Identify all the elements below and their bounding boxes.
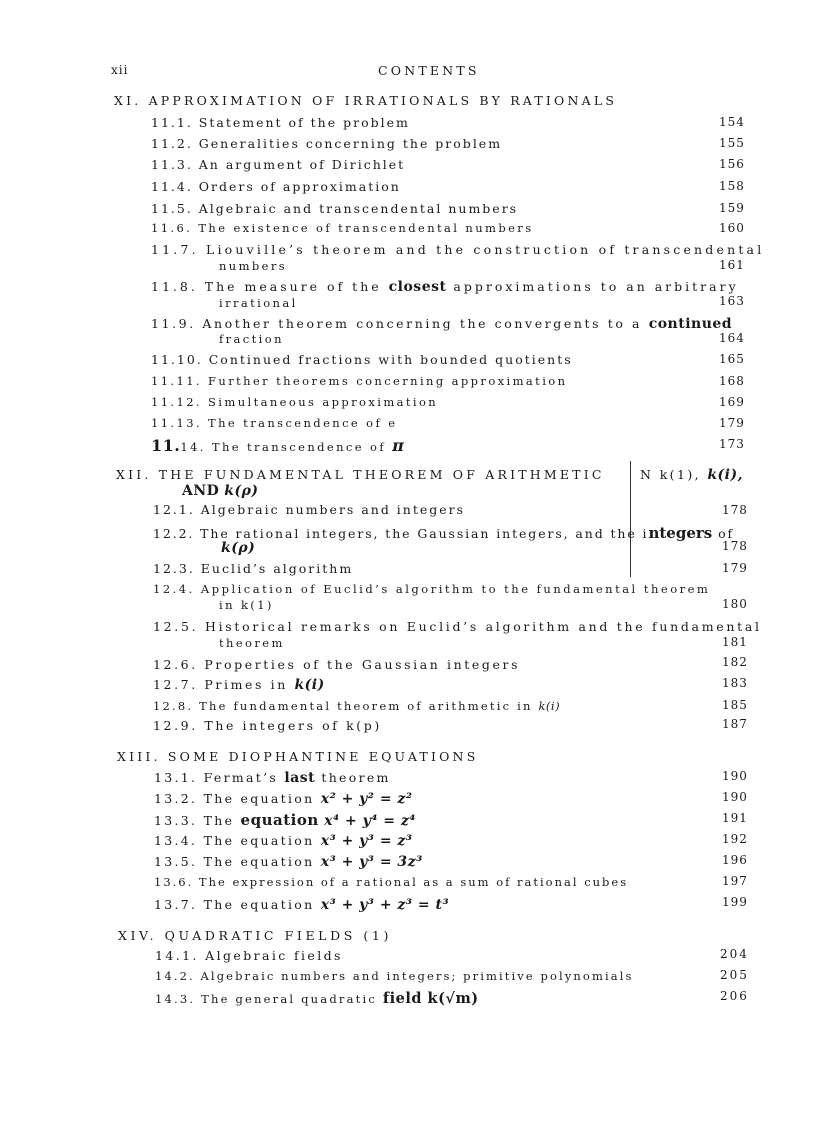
toc-page: 190 [722,790,748,804]
toc-entry [151,436,404,455]
toc-entry: 11.5. Algebraic and transcendental numbers [151,201,519,216]
toc-entry: 11.7. Liouville’s theorem and the construction of transcendental [151,242,765,257]
toc-page: 190 [722,769,748,783]
toc-page: 165 [719,352,745,366]
toc-entry [153,699,560,713]
toc-entry-part: equation [240,811,319,829]
toc-entry [154,854,423,870]
toc-entry-continuation: k(ρ) [221,540,256,556]
toc-entry-part: 13.3. The [154,813,241,828]
toc-page: 155 [719,136,745,150]
toc-page: 178 [722,539,748,553]
equation: x² + y² = z² [320,791,413,807]
toc-entry-continuation: fraction [219,332,284,346]
toc-page: 206 [720,989,749,1003]
toc-entry: 12.6. Properties of the Gaussian integers [153,657,521,672]
toc-page: 161 [719,258,745,272]
toc-page: 199 [722,895,748,909]
column-rule [630,461,631,577]
toc-entry-part: 13.4. The equation [154,833,321,848]
toc-entry: 11.6. The existence of transcendental numbers [151,221,534,235]
toc-page: 158 [719,179,745,193]
toc-entry-part: 13.7. The equation [154,897,321,912]
toc-page: 183 [722,676,748,690]
toc-entry: 11.3. An argument of Dirichlet [151,157,406,172]
toc-page: 160 [719,221,745,235]
toc-entry: 14.2. Algebraic numbers and integers; primitive polynomials [155,969,634,983]
toc-entry-part: k(i) [294,677,325,693]
toc-entry-part: N k(1), [640,467,701,482]
toc-entry: 12.3. Euclid’s algorithm [153,561,354,576]
chapter-heading-xii-continued [640,467,743,483]
equation: x⁴ + y⁴ = z⁴ [318,813,416,829]
toc-entry [154,833,413,849]
toc-entry-part: 11. [151,436,181,455]
toc-entry-part: approximations to an arbitrary [446,279,739,294]
toc-entry-part: 12.2. The rational integers, the Gaussian integers, and the i [153,526,649,541]
toc-entry-part: field k(√m) [382,990,479,1007]
equation: x³ + y³ + z³ = t³ [320,897,450,913]
toc-page: 181 [722,635,748,649]
toc-entry-part: 14. The transcendence of [180,440,393,454]
toc-page: 197 [722,874,748,888]
toc-entry-part: last [284,770,316,786]
toc-entry-continuation: theorem [219,636,285,650]
toc-entry-part: of [712,526,735,541]
toc-page: 169 [719,395,745,409]
toc-entry-part: 13.2. The equation [154,791,321,806]
toc-entry-continuation: irrational [219,296,298,310]
toc-page: 168 [719,374,745,388]
toc-entry: 12.9. The integers of k(p) [153,718,382,733]
toc-page: 156 [719,157,745,171]
toc-entry: 14.1. Algebraic fields [155,948,343,963]
chapter-heading-xiv: XIV. QUADRATIC FIELDS (1) [118,928,392,943]
pi-symbol: π [392,436,405,455]
toc-entry [155,990,479,1007]
toc-entry [154,770,391,786]
toc-entry-part: 11.9. Another theorem concerning the convergents to a [151,316,649,331]
toc-page: 196 [722,853,748,867]
toc-entry [151,279,739,295]
toc-entry: 12.5. Historical remarks on Euclid’s algorithm and the fundamental [153,619,762,634]
toc-entry-continuation: in k(1) [219,598,274,612]
toc-page: 159 [719,201,745,215]
toc-page: 164 [719,331,745,345]
toc-entry-part: 13.1. Fermat’s [154,770,285,785]
equation: x³ + y³ = 3z³ [320,854,423,870]
toc-page: 178 [722,503,748,517]
toc-entry: 11.2. Generalities concerning the problem [151,136,503,151]
toc-entry: 11.13. The transcendence of e [151,416,398,430]
toc-entry-part: closest [388,279,447,295]
page-title: CONTENTS [378,63,480,78]
toc-entry: 11.11. Further theorems concerning approximation [151,374,568,388]
toc-entry: 11.1. Statement of the problem [151,115,410,130]
toc-entry-part: k(i), [707,467,743,483]
toc-page: 154 [719,115,745,129]
toc-entry-part: 12.7. Primes in [153,677,295,692]
toc-entry-part: 13.5. The equation [154,854,321,869]
toc-entry: 11.10. Continued fractions with bounded quotients [151,352,573,367]
toc-page: 185 [722,698,748,712]
toc-page: 179 [719,416,745,430]
toc-entry-part: ntegers [648,524,713,542]
toc-entry [153,677,325,693]
chapter-heading-xii-line2 [182,483,259,499]
toc-page: 173 [719,437,745,451]
toc-entry: 13.6. The expression of a rational as a sum of rational cubes [154,875,629,889]
toc-entry-continuation: numbers [219,259,288,273]
toc-page: 191 [722,811,748,825]
toc-page: 192 [722,832,748,846]
toc-entry-part: 14.3. The general quadratic [155,992,383,1006]
toc-entry: 11.12. Simultaneous approximation [151,395,439,409]
toc-entry: 12.4. Application of Euclid’s algorithm to the fundamental theorem [153,582,711,596]
toc-entry [154,791,413,807]
toc-entry [151,316,732,332]
toc-page: 179 [722,561,748,575]
toc-entry [154,811,416,829]
toc-entry-part: 12.8. The fundamental theorem of arithmetic in [153,699,539,713]
chapter-heading-xiii: XIII. SOME DIOPHANTINE EQUATIONS [117,749,479,764]
toc-entry-part: continued [648,316,733,332]
toc-page: 204 [720,947,749,961]
toc-entry: 12.1. Algebraic numbers and integers [153,502,466,517]
toc-entry-part: k(i) [538,699,561,713]
toc-entry-part: k(ρ) [224,483,259,499]
toc-page: 187 [722,717,748,731]
roman-page-number: xii [111,63,129,77]
toc-page: 205 [720,968,749,982]
toc-page: 180 [722,597,748,611]
toc-page: 163 [719,294,745,308]
equation: x³ + y³ = z³ [320,833,413,849]
toc-entry-part: theorem [315,770,391,785]
toc-entry: 11.4. Orders of approximation [151,179,401,194]
chapter-heading-xi: XI. APPROXIMATION OF IRRATIONALS BY RATIONALS [114,93,618,108]
toc-entry-part: AND [182,483,220,499]
chapter-heading-xii: XII. THE FUNDAMENTAL THEOREM OF ARITHMETIC [116,467,605,482]
toc-entry [154,897,449,913]
toc-entry-part: 11.8. The measure of the [151,279,389,294]
toc-page: 182 [722,655,748,669]
